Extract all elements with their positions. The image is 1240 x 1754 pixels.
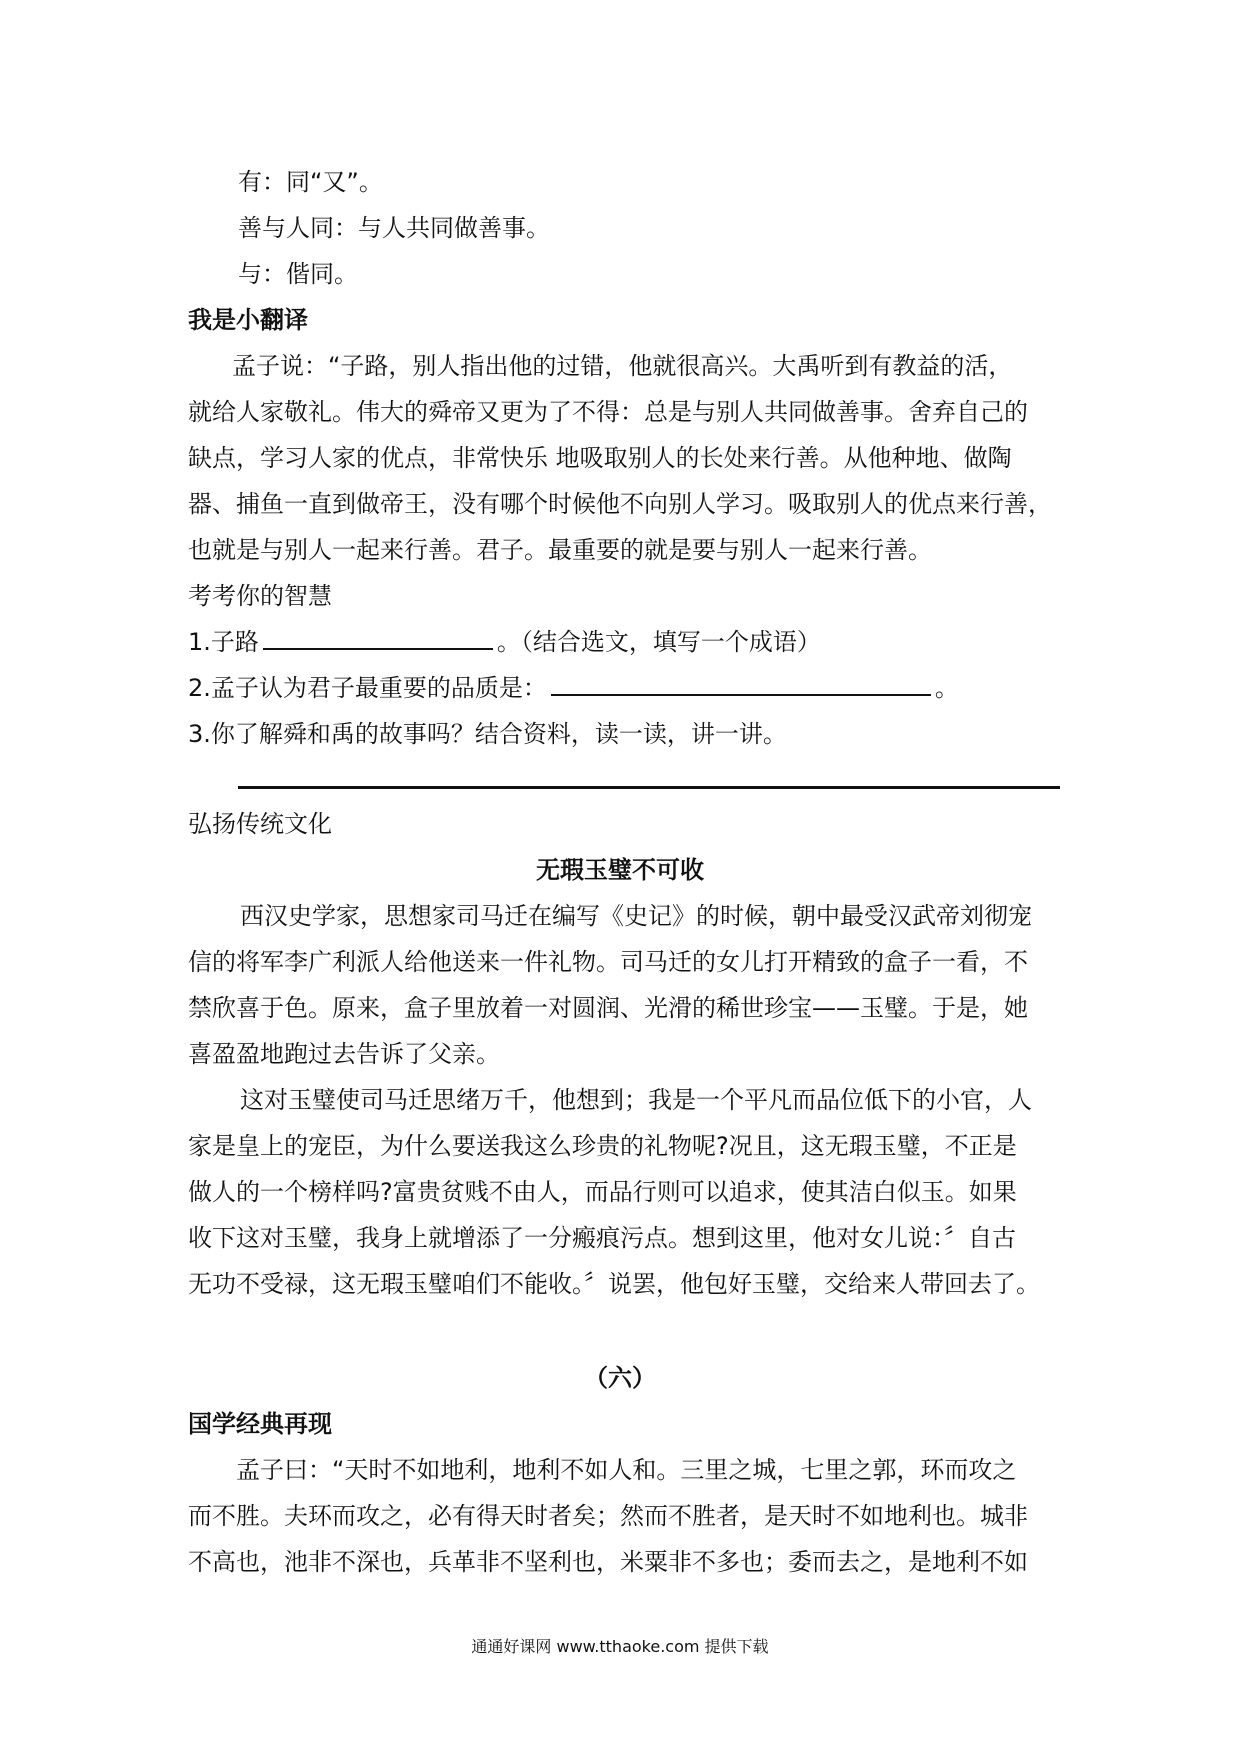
question-text: 。	[934, 674, 959, 702]
paragraph-line: 孟子曰：“天时不如地利，地利不如人和。三里之城，七里之郭，环而攻之	[236, 1456, 1017, 1484]
quiz-question-3: 3.你了解舜和禹的故事吗？结合资料，读一读，讲一讲。	[188, 720, 787, 748]
answer-blank[interactable]	[551, 672, 931, 696]
paragraph-line: 而不胜。夫环而攻之，必有得天时者矣；然而不胜者，是天时不如地利也。城非	[188, 1502, 1028, 1530]
paragraph-line: 也就是与别人一起来行善。君子。最重要的就是要与别人一起来行善。	[188, 536, 932, 564]
answer-line[interactable]	[238, 786, 1060, 789]
paragraph-line: 缺点，学习人家的优点，非常快乐 地吸取别人的长处来行善。从他种地、做陶	[188, 444, 1012, 472]
answer-blank[interactable]	[263, 626, 493, 650]
quiz-question-1	[188, 624, 821, 660]
paragraph-line: 做人的一个榜样吗?富贵贫贱不由人，而品行则可以追求，使其洁白似玉。如果	[188, 1178, 1017, 1206]
question-text: 2.孟子认为君子最重要的品质是：	[188, 674, 547, 702]
story-title: 无瑕玉璧不可收	[536, 856, 704, 884]
section-number: （六）	[584, 1364, 656, 1392]
question-text: 。（结合选文，填写一个成语）	[496, 628, 821, 656]
paragraph-line: 信的将军李广利派人给他送来一件礼物。司马迁的女儿打开精致的盒子一看，不	[188, 948, 1028, 976]
paragraph-line: 禁欣喜于色。原来，盒子里放着一对圆润、光滑的稀世珍宝——玉璧。于是，她	[188, 994, 1028, 1022]
quiz-heading: 考考你的智慧	[188, 582, 332, 610]
paragraph-line: 喜盈盈地跑过去告诉了父亲。	[188, 1040, 500, 1068]
paragraph-line: 西汉史学家，思想家司马迁在编写《史记》的时候，朝中最受汉武帝刘彻宠	[240, 902, 1032, 930]
section-heading-culture: 弘扬传统文化	[188, 810, 332, 838]
paragraph-line: 收下这对玉璧，我身上就增添了一分瘢痕污点。想到这里，他对女儿说：〞自古	[188, 1224, 1016, 1252]
paragraph-line: 器、捕鱼一直到做帝王，没有哪个时候他不向别人学习。吸取别人的优点来行善，	[188, 490, 1052, 518]
page-footer: 通通好课网 www.tthaoke.com 提供下载	[471, 1637, 769, 1656]
note-line: 与：偕同。	[238, 260, 358, 288]
quiz-question-2	[188, 670, 959, 706]
question-text: 1.子路	[188, 628, 259, 656]
paragraph-line: 这对玉璧使司马迁思绪万千，他想到；我是一个平凡而品位低下的小官，人	[240, 1086, 1032, 1114]
section-heading-classics: 国学经典再现	[188, 1410, 332, 1438]
note-line: 有：同“又”。	[238, 168, 383, 196]
paragraph-line: 就给人家敬礼。伟大的舜帝又更为了不得：总是与别人共同做善事。舍弃自己的	[188, 398, 1028, 426]
paragraph-line: 孟子说：“子路，别人指出他的过错，他就很高兴。大禹听到有教益的活，	[232, 352, 1013, 380]
note-line: 善与人同：与人共同做善事。	[238, 214, 550, 242]
paragraph-line: 家是皇上的宠臣，为什么要送我这么珍贵的礼物呢?况且，这无瑕玉璧，不正是	[188, 1132, 1017, 1160]
paragraph-line: 不高也，池非不深也，兵革非不坚利也，米粟非不多也；委而去之，是地利不如	[188, 1548, 1028, 1576]
section-heading-translation: 我是小翻译	[188, 306, 308, 334]
paragraph-line: 无功不受禄，这无瑕玉璧咱们不能收。〞说罢，他包好玉璧，交给来人带回去了。	[188, 1270, 1040, 1298]
